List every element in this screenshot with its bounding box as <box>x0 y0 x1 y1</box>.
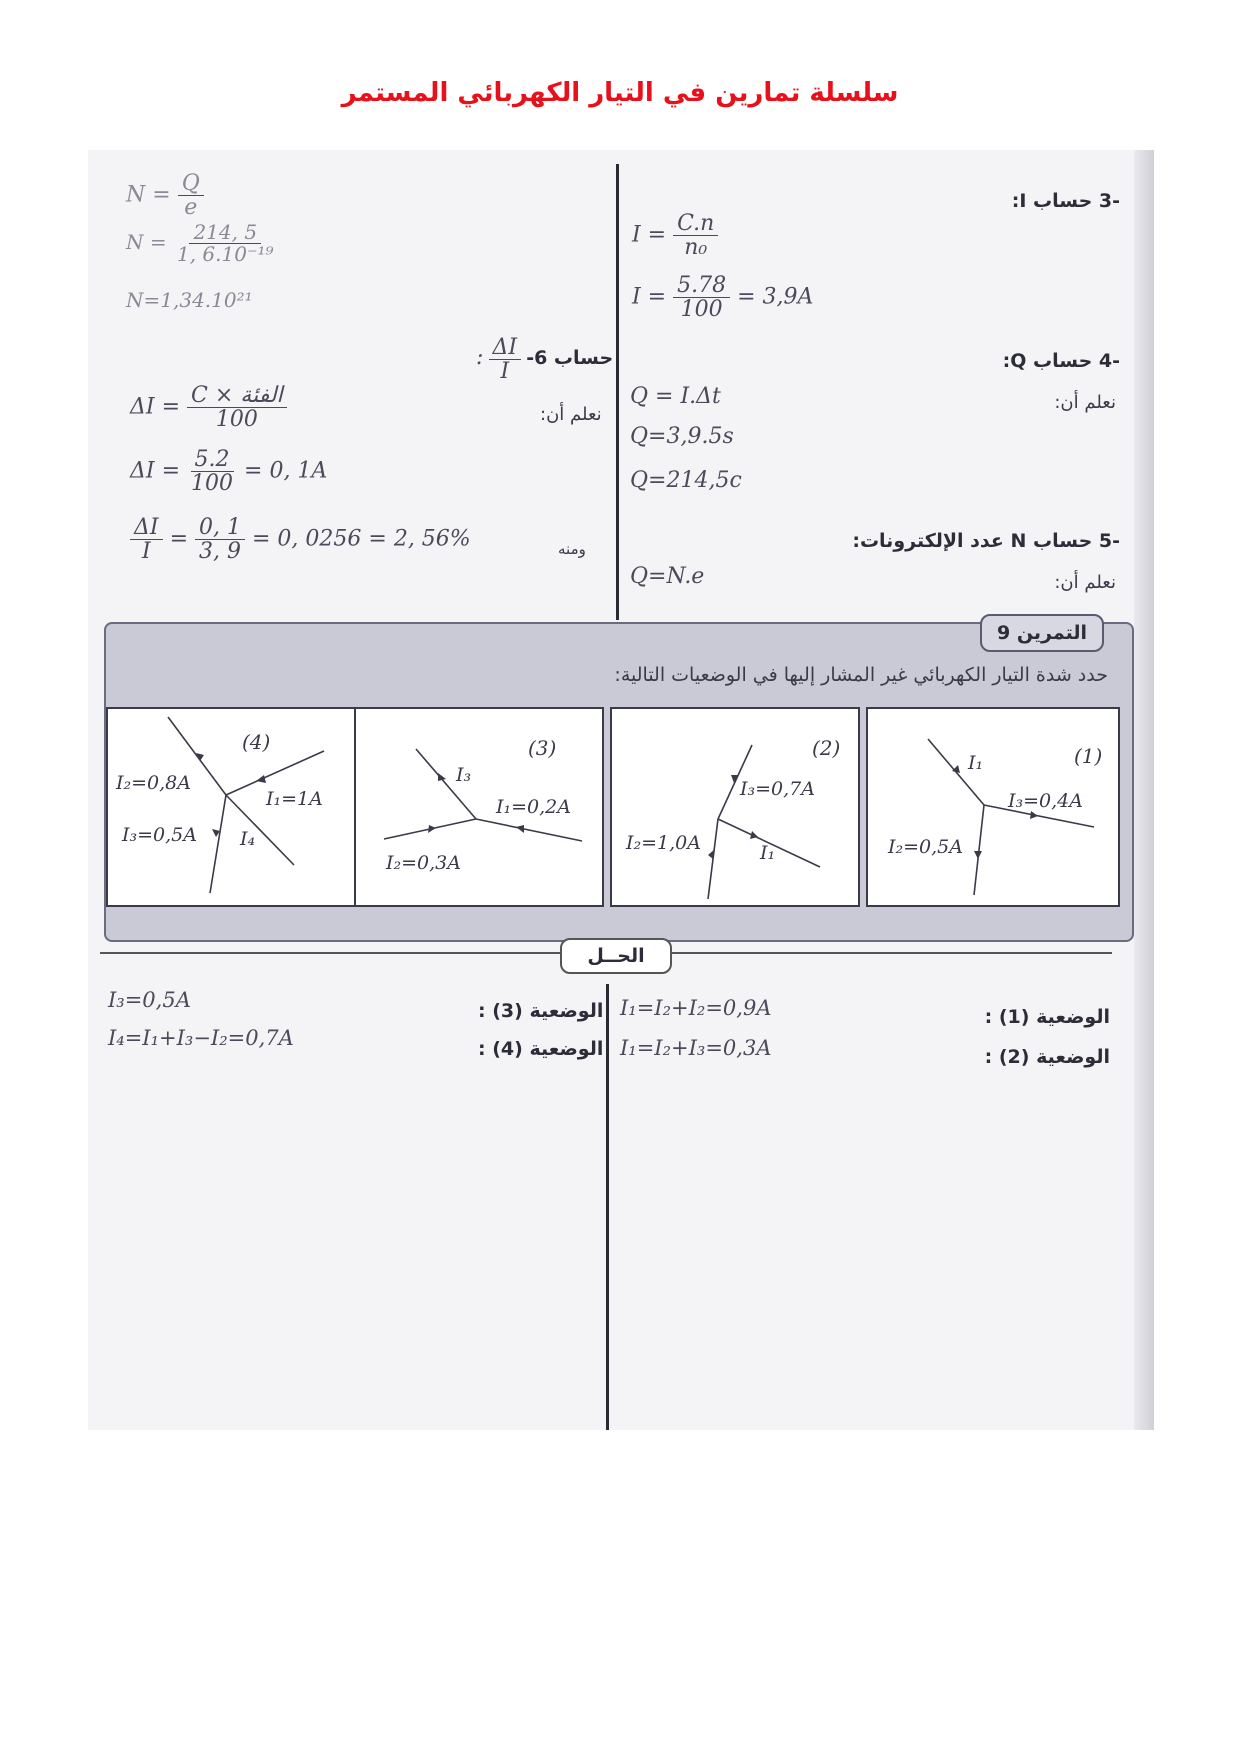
d-eq1: ΔI = C × الفئة 100 <box>130 384 287 431</box>
column-divider-top <box>616 164 619 620</box>
s4-eq1: Q = I.Δt <box>630 384 721 409</box>
panel4-label-i1: I₁=1A <box>266 788 323 810</box>
s6-colon: : <box>476 345 484 371</box>
s4-eq2: Q=3,9.5s <box>630 424 734 449</box>
junction-diagram-1 <box>868 709 1118 905</box>
panel1-label-i3: I₃=0,4A <box>1008 790 1083 812</box>
case4-eq: I₄=I₁+I₃−I₂=0,7A <box>108 1026 294 1050</box>
case2-label: الوضعية (2) : <box>984 1046 1110 1068</box>
s3-eq1: I = $\frac{C.n}{\text{n₀}}$ <box>632 212 718 259</box>
case3-eq: I₃=0,5A <box>108 988 191 1012</box>
s6-fraction: $\frac{\Delta I}{I}$ <box>489 336 522 383</box>
scan-edge-shadow <box>1134 150 1154 1430</box>
page-title: سلسلة تمارين في التيار الكهربائي المستمر <box>341 78 899 108</box>
case2-eq: I₁=I₂+I₃=0,3A <box>620 1036 772 1060</box>
junction-diagram-3 <box>356 709 602 905</box>
case1-label: الوضعية (1) : <box>984 1006 1110 1028</box>
s4-eq3: Q=214,5c <box>630 468 742 493</box>
exercise-tag <box>980 614 1104 652</box>
exercise-question: حدد شدة التيار الكهربائي غير المشار إليها في الوضعيات التالية: <box>614 664 1108 686</box>
section4-note: نعلم أن: <box>1054 392 1116 413</box>
junction-diagram-2 <box>612 709 858 905</box>
case1-eq: I₁=I₂+I₂=0,9A <box>620 996 772 1020</box>
case3-label: الوضعية (3) : <box>478 1000 604 1022</box>
panel3-number: (3) <box>528 736 557 760</box>
panel2-number: (2) <box>812 736 841 760</box>
s3-eq2: I = $\frac{5.78}{100}$ = 3,9A <box>632 273 814 323</box>
case4-label: الوضعية (4) : <box>478 1038 604 1060</box>
solution-tag <box>560 938 672 974</box>
panel2-label-i3: I₃=0,7A <box>740 778 815 800</box>
circuit-panel-3 <box>354 707 604 907</box>
panel4-label-i4: I₄ <box>240 828 256 850</box>
n-eq3: N=1,34.10²¹ <box>126 288 253 312</box>
panel1-number: (1) <box>1074 744 1103 768</box>
section3-heading: -3 حساب I: <box>1011 190 1120 212</box>
s6-from: ومنه <box>558 540 586 558</box>
panel1-label-i2: I₂=0,5A <box>888 836 963 858</box>
exercise-tag-label: التمرين 9 <box>996 622 1088 644</box>
panel2-label-i1: I₁ <box>760 842 776 864</box>
panel4-label-i2: I₂=0,8A <box>116 772 191 794</box>
section6-heading <box>476 336 613 383</box>
junction-diagram-4 <box>108 709 354 905</box>
circuit-panel-1 <box>866 707 1120 907</box>
s5-eq: Q=N.e <box>630 564 705 589</box>
circuit-panel-2 <box>610 707 860 907</box>
section6-note: نعلم أن: <box>540 404 602 425</box>
panel3-label-i2: I₂=0,3A <box>386 852 461 874</box>
d-eq3: $\frac{\Delta I}{I}$ = $\frac{0, 1}{3, 9}$ = 0, 0256 = 2, 56% <box>130 516 471 563</box>
section4-heading: -4 حساب Q: <box>1002 350 1120 372</box>
circuit-panel-4 <box>106 707 356 907</box>
panel2-label-i2: I₂=1,0A <box>626 832 701 854</box>
panel3-label-i3: I₃ <box>456 764 472 786</box>
solution-tag-label: الحــل <box>587 945 645 967</box>
panel4-label-i3: I₃=0,5A <box>122 824 197 846</box>
n-eq2: N = $\frac{214, 5}{\text{1, 6.10⁻¹⁹}}$ <box>126 220 274 266</box>
d-eq2: ΔI = $\frac{5.2}{100}$ = 0, 1A <box>130 447 328 497</box>
panel1-label-i1: I₁ <box>968 752 984 774</box>
s6-label: -6 حساب <box>526 347 614 370</box>
panel4-number: (4) <box>242 730 271 754</box>
n-eq1: N = $\frac{Q}{e}$ <box>126 172 204 219</box>
panel3-label-i1: I₁=0,2A <box>496 796 571 818</box>
column-divider-bottom <box>606 984 609 1430</box>
section5-heading: -5 حساب N عدد الإلكترونات: <box>852 530 1120 552</box>
section5-note: نعلم أن: <box>1054 572 1116 593</box>
